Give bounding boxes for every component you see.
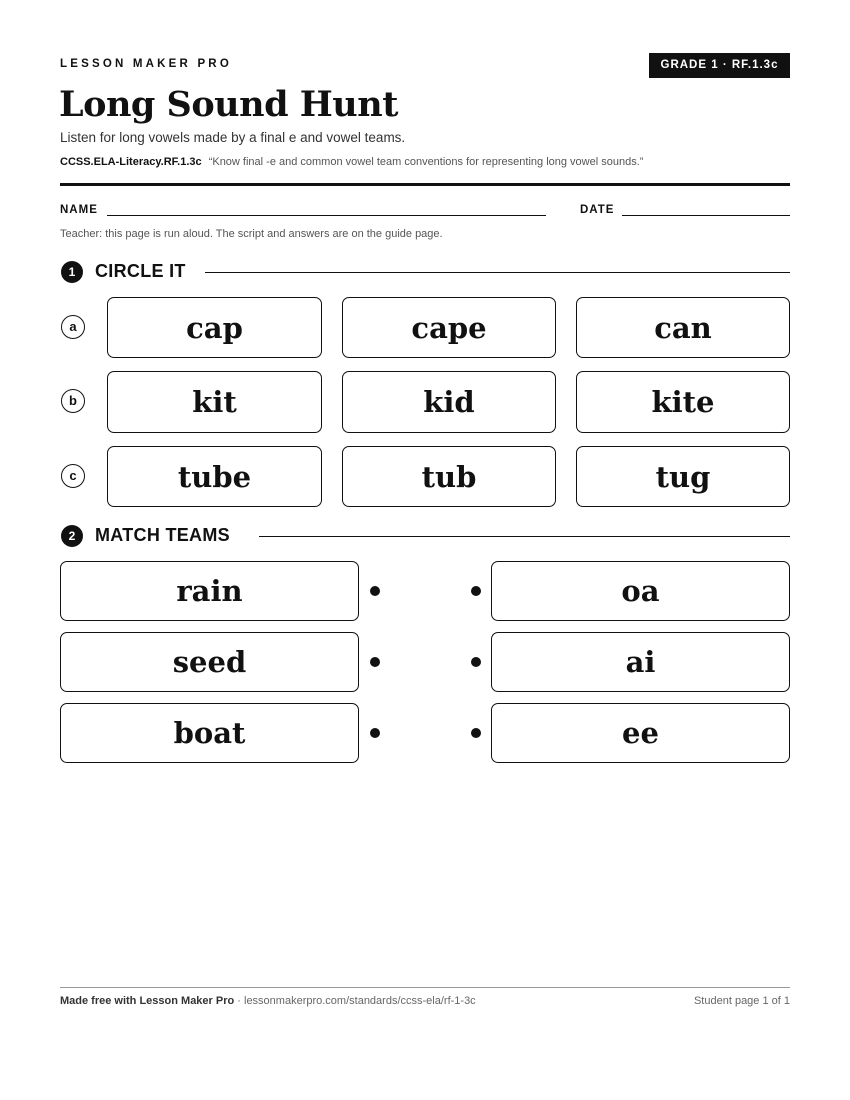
page-subtitle: Listen for long vowels made by a final e and vowel teams. [60,130,406,145]
row-label-b: b [61,389,85,413]
section-2-title: MATCH TEAMS [95,525,230,545]
date-field[interactable] [622,215,790,216]
word-card[interactable]: kid [342,371,556,433]
word-card[interactable]: tub [342,446,556,507]
footer-made-with: Made free with Lesson Maker Pro [60,995,235,1007]
word-card[interactable]: cape [342,297,556,358]
word-card[interactable]: tube [107,446,322,507]
footer-credit [60,995,476,1007]
date-label: DATE [580,204,615,216]
word-card[interactable]: cap [107,297,322,358]
match-dot-right[interactable] [471,657,481,667]
name-label: NAME [60,204,98,216]
section-1-rule [205,272,790,273]
match-dot-left[interactable] [370,657,380,667]
match-word-card[interactable]: rain [60,561,359,621]
row-label-a: a [61,315,85,339]
section-1-title: CIRCLE IT [95,261,186,281]
word-card[interactable]: kit [107,371,322,433]
grade-badge: GRADE 1 · RF.1.3c [649,53,790,78]
name-field[interactable] [107,215,546,216]
section-2-number: 2 [61,525,83,547]
match-dot-left[interactable] [370,728,380,738]
standard-quote: “Know final -e and common vowel team conventions for representing long vowel sounds.” [208,156,644,168]
match-team-card[interactable]: ai [491,632,790,692]
word-card[interactable]: can [576,297,790,358]
standard-line [60,156,643,168]
match-dot-left[interactable] [370,586,380,596]
row-label-c: c [61,464,85,488]
teacher-note: Teacher: this page is run aloud. The script and answers are on the guide page. [60,228,443,240]
section-1-number: 1 [61,261,83,283]
match-team-card[interactable]: oa [491,561,790,621]
word-card[interactable]: tug [576,446,790,507]
brand-name: LESSON MAKER PRO [60,58,232,70]
word-card[interactable]: kite [576,371,790,433]
footer-divider [60,987,790,988]
header-divider [60,183,790,186]
match-dot-right[interactable] [471,728,481,738]
match-team-card[interactable]: ee [491,703,790,763]
footer-url[interactable]: · lessonmakerpro.com/standards/ccss-ela/rf-1-3c [234,995,476,1007]
match-word-card[interactable]: boat [60,703,359,763]
section-2-rule [259,536,790,537]
footer-page-number: Student page 1 of 1 [693,995,790,1007]
standard-code: CCSS.ELA-Literacy.RF.1.3c [60,156,202,168]
match-word-card[interactable]: seed [60,632,359,692]
page-title: Long Sound Hunt [59,84,398,125]
match-dot-right[interactable] [471,586,481,596]
